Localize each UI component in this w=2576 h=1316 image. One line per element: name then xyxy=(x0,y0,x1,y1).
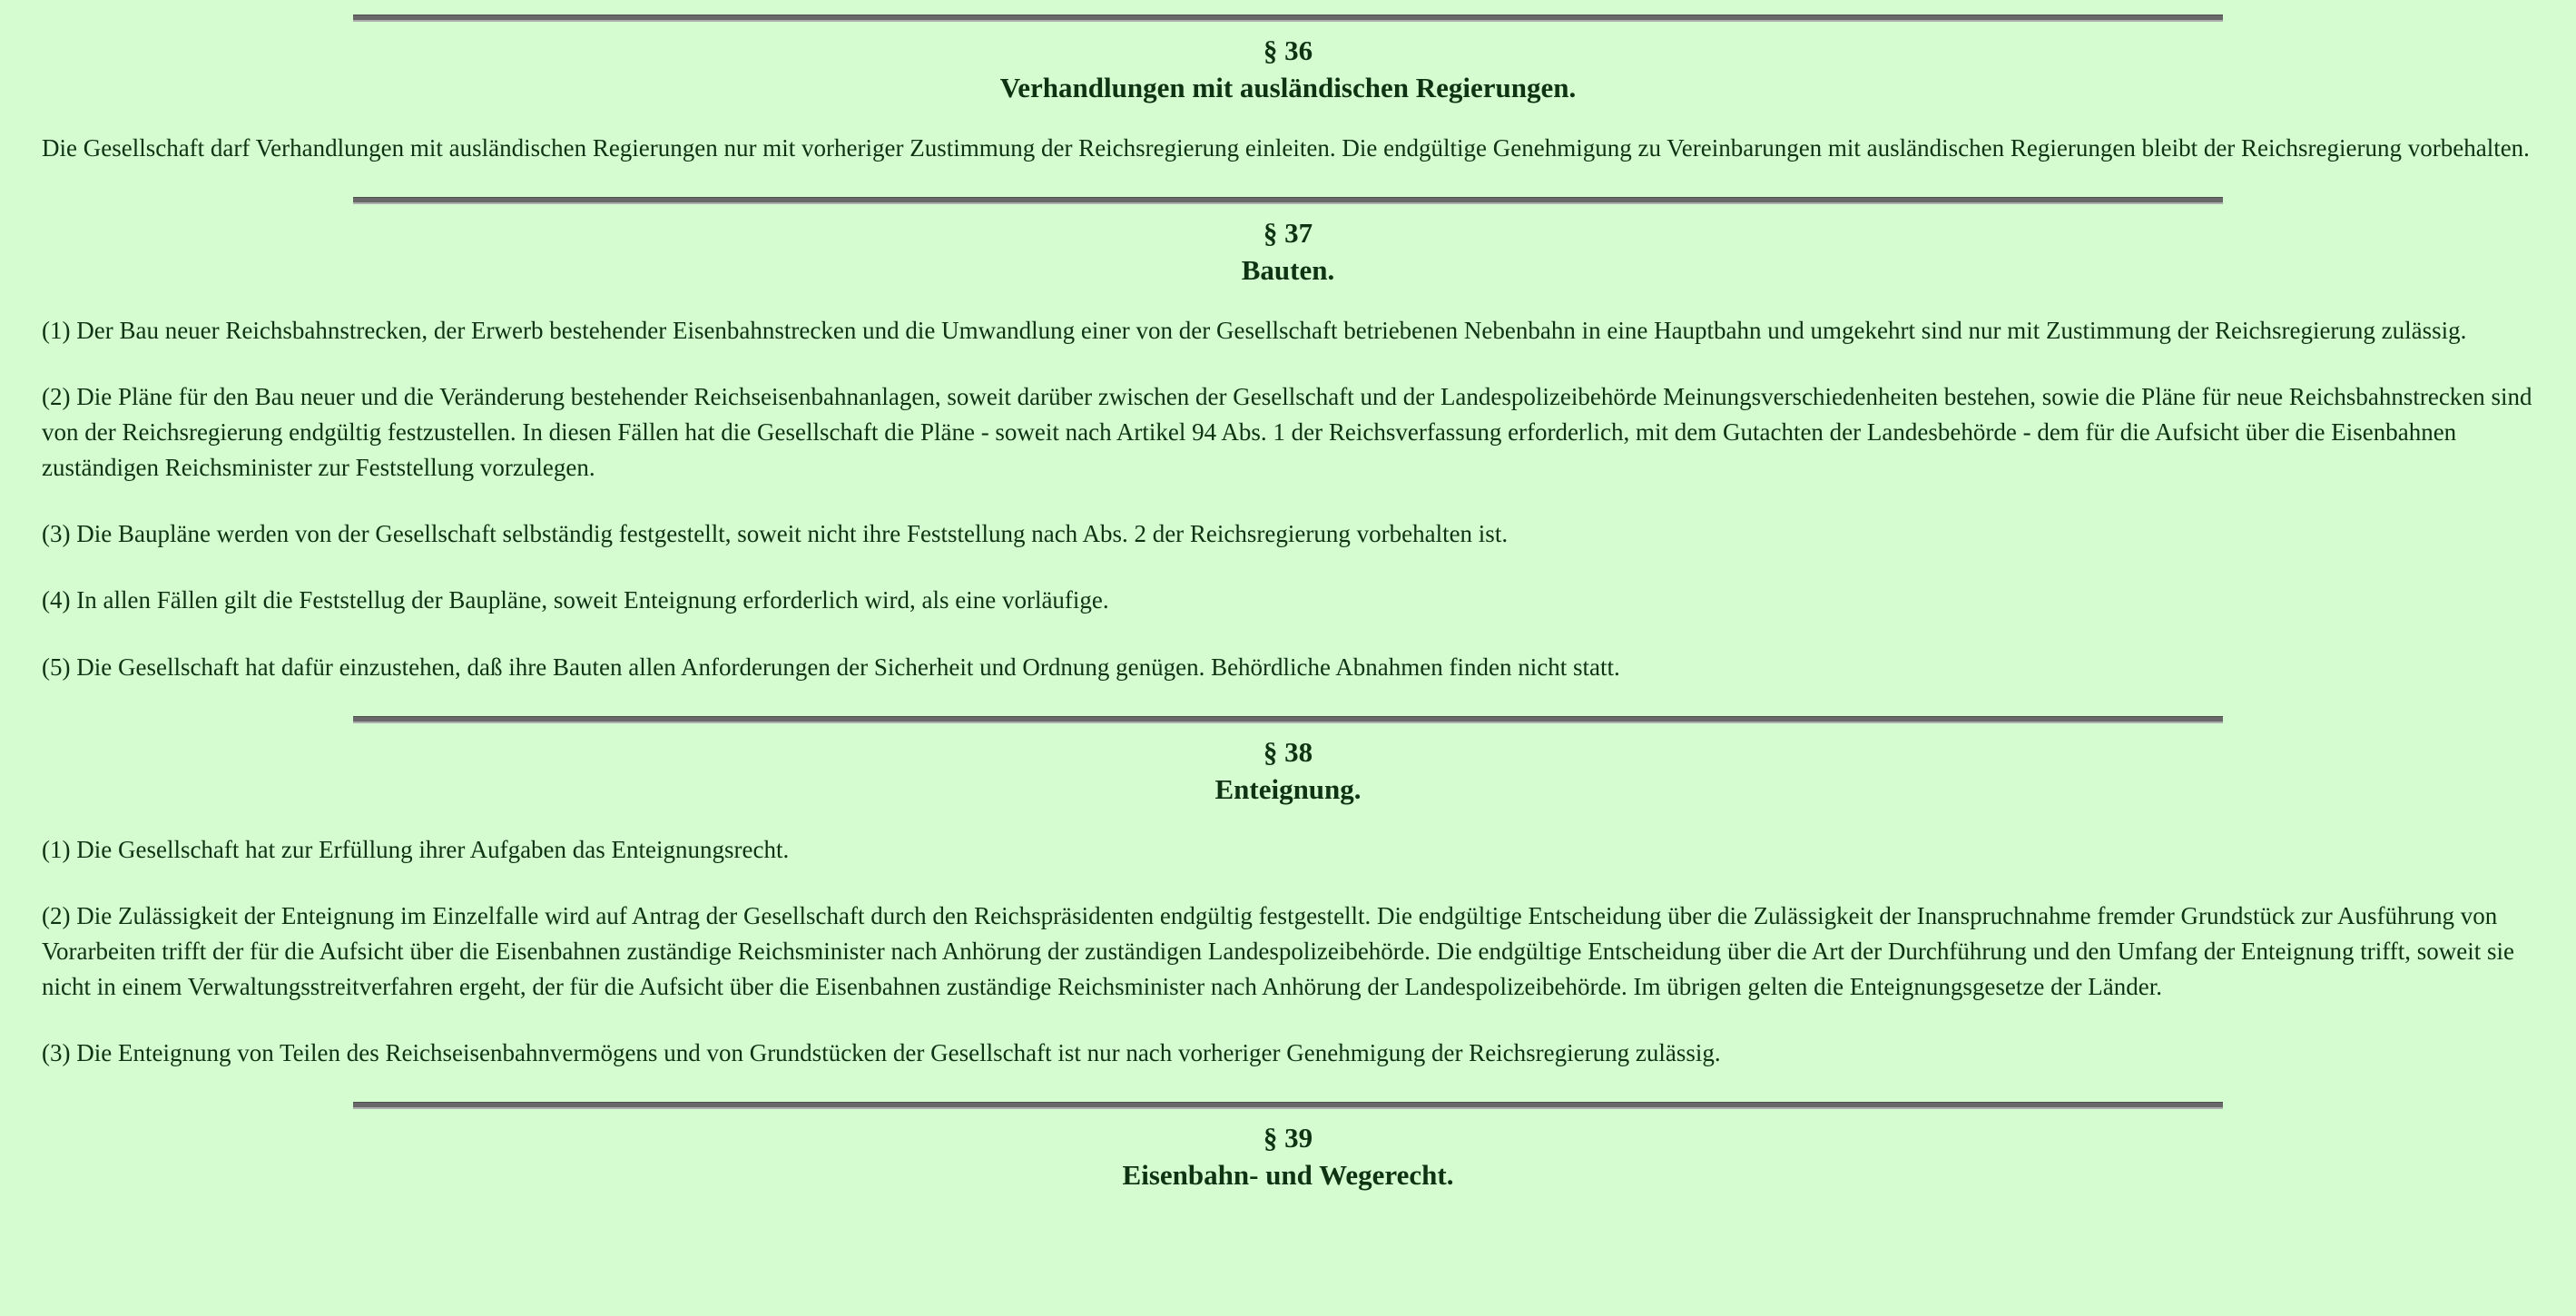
section-heading-36 xyxy=(42,33,2534,107)
section-title: Enteignung. xyxy=(1214,772,1362,805)
section-heading-38 xyxy=(42,734,2534,809)
section-divider xyxy=(353,716,2223,723)
section-divider xyxy=(353,197,2223,204)
section-number: § 39 xyxy=(1263,1122,1313,1154)
section-heading-39 xyxy=(42,1120,2534,1194)
law-paragraph: Die Gesellschaft darf Verhandlungen mit ausländischen Regierungen nur mit vorheriger Zustimmung der Reichsregierung einleiten. Die endgültige Genehmigung zu Vereinbarungen mit ausländischen Regierungen bleibt der Reichsregierung vorbehalten. xyxy=(42,133,2530,162)
section-divider xyxy=(353,15,2223,22)
section-number: § 37 xyxy=(1263,216,1313,249)
law-paragraph: (3) Die Enteignung von Teilen des Reichseisenbahnvermögens und von Grundstücken der Gesellschaft ist nur nach vorheriger Genehmigung der Reichsregierung zulässig. xyxy=(42,1039,1721,1067)
law-paragraph: (1) Die Gesellschaft hat zur Erfüllung ihrer Aufgaben das Enteignungsrecht. xyxy=(42,835,790,863)
section-number: § 38 xyxy=(1263,735,1313,768)
section-heading-37 xyxy=(42,215,2534,290)
section-title: Eisenbahn- und Wegerecht. xyxy=(1122,1159,1454,1192)
section-number: § 36 xyxy=(1263,34,1313,66)
section-title: Bauten. xyxy=(1241,253,1335,286)
section-title: Verhandlungen mit ausländischen Regierungen. xyxy=(999,71,1577,103)
law-paragraph: (5) Die Gesellschaft hat dafür einzustehen, daß ihre Bauten allen Anforderungen der Sicherheit und Ordnung genügen. Behördliche Abnahmen finden nicht statt. xyxy=(42,653,1620,681)
law-paragraph: (2) Die Pläne für den Bau neuer und die Veränderung bestehender Reichseisenbahnanlagen, soweit darüber zwischen der Gesellschaft und der Landespolizeibehörde Meinungsverschiedenheiten bestehen, sowie die Pläne für neue Reichsbahnstrecken sind von der Reichsregierung endgültig festzustellen. In diesen Fällen hat die Gesellschaft die Pläne - soweit nach Artikel 94 Abs. 1 der Reichsverfassung erforderlich, mit dem Gutachten der Landesbehörde - dem für die Aufsicht über die Eisenbahnen zuständigen Reichsminister zur Feststellung vorzulegen. xyxy=(42,382,2532,482)
law-paragraph: (4) In allen Fällen gilt die Feststellug der Baupläne, soweit Enteignung erforderlich wird, als eine vorläufige. xyxy=(42,586,1109,614)
section-divider xyxy=(353,1102,2223,1109)
law-paragraph: (1) Der Bau neuer Reichsbahnstrecken, der Erwerb bestehender Eisenbahnstrecken und die Umwandlung einer von der Gesellschaft betriebenen Nebenbahn in eine Hauptbahn und umgekehrt sind nur mit Zustimmung der Reichsregierung zulässig. xyxy=(42,316,2467,344)
law-paragraph: (2) Die Zulässigkeit der Enteignung im Einzelfalle wird auf Antrag der Gesellschaft durch den Reichspräsidenten endgültig festgestellt. Die endgültige Entscheidung über die Zulässigkeit der Inanspruchnahme fremder Grundstück zur Ausführung von Vorarbeiten trifft der für die Aufsicht über die Eisenbahnen zuständige Reichsminister nach Anhörung der zuständigen Landespolizeibehörde. Die endgültige Entscheidung über die Art der Durchführung und den Umfang der Enteignung trifft, soweit sie nicht in einem Verwaltungsstreitverfahren ergeht, der für die Aufsicht über die Eisenbahnen zuständige Reichsminister nach Anhörung der Landespolizeibehörde. Im übrigen gelten die Enteignungsgesetze der Länder. xyxy=(42,901,2514,1000)
law-paragraph: (3) Die Baupläne werden von der Gesellschaft selbständig festgestellt, soweit nicht ihre Feststellung nach Abs. 2 der Reichsregierung vorbehalten ist. xyxy=(42,520,1509,548)
